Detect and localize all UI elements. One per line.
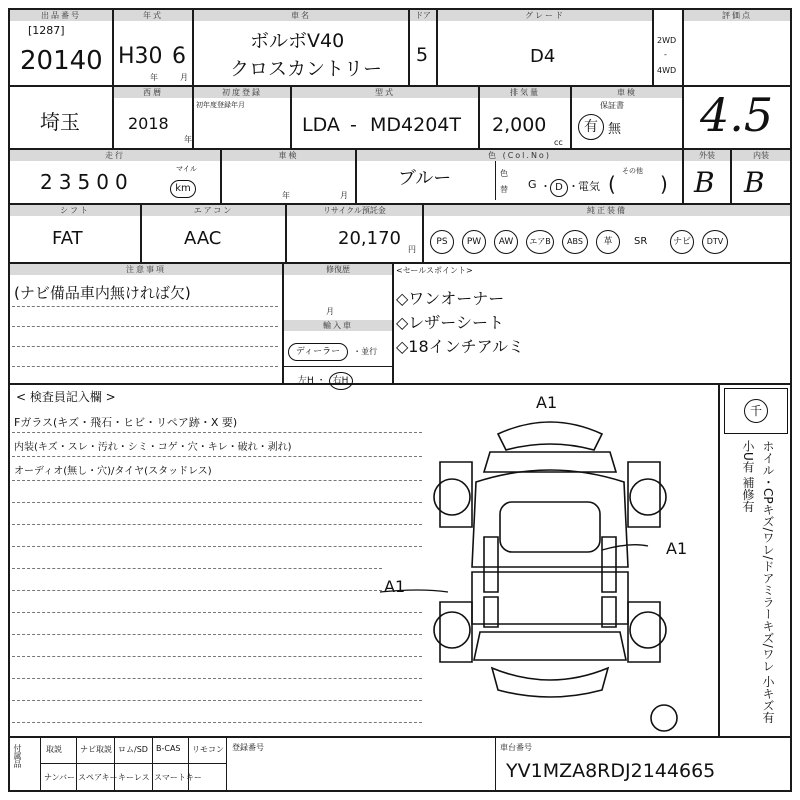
inspector-label: < 検査員記入欄 >	[16, 390, 116, 404]
notes-text: (ナビ備品車内無ければ欠)	[14, 284, 191, 302]
ad-year-suffix: 年	[184, 135, 192, 144]
color-option-sep1: ・	[540, 180, 551, 193]
color-other-open: (	[608, 172, 616, 196]
import-parallel: 並行	[361, 347, 378, 356]
inspector-line-3: オーディオ(無し・穴)/タイヤ(スタッドレス)	[14, 466, 212, 477]
ad-year-value: 2018	[128, 114, 169, 133]
shift-label: シフト	[10, 205, 140, 216]
recycle-value: 20,170	[338, 228, 401, 249]
model-dash: -	[350, 114, 357, 136]
color-option-electric: 電気	[578, 180, 600, 193]
displacement-unit: cc	[554, 138, 563, 147]
first-reg-label: 初度登録	[194, 87, 290, 98]
equip-leather: 革	[596, 230, 620, 254]
color-side1: 色	[500, 169, 508, 178]
warranty-no: 無	[608, 122, 622, 137]
inspection-label: 車検	[572, 87, 682, 98]
equip-pw: PW	[462, 230, 486, 254]
mileage-digit: 3	[58, 170, 78, 194]
lot-number: 20140	[20, 46, 103, 76]
import-label: 輸入車	[284, 320, 392, 331]
color-option-g: G	[528, 178, 537, 191]
model-prefix: LDA	[302, 114, 340, 136]
bottom-label-remote: リモコン	[192, 745, 224, 754]
equip-abs: ABS	[562, 230, 588, 254]
color-label: 色 (Col.No)	[357, 150, 682, 161]
first-reg-sub: 初年度登録年月	[196, 101, 245, 109]
mileage-digit: 2	[40, 170, 59, 194]
model-label: 型式	[292, 87, 478, 98]
sale-point-2: ◇レザーシート	[396, 313, 504, 332]
damage-mark-right: A1	[666, 539, 688, 558]
notes-label: 注意事項	[10, 264, 282, 275]
drive-4wd: 4WD	[657, 66, 677, 75]
lot-label: 出品番号	[10, 10, 112, 21]
sale-points-label: <セールスポイント>	[396, 266, 473, 275]
vin-value: YV1MZA8RDJ2144665	[506, 760, 716, 782]
year-era: H30	[118, 44, 163, 69]
equipment-label: 純正装備	[424, 205, 790, 216]
exterior-label: 外装	[684, 150, 730, 161]
doors-value: 5	[416, 44, 429, 66]
mileage-unit-km: km	[170, 180, 196, 198]
color-option-d: D	[550, 179, 568, 197]
inspection-expiry-label: 車検	[222, 150, 355, 161]
year-label: 年式	[114, 10, 192, 21]
damage-mark-left: A1	[384, 577, 406, 596]
equip-dtv: DTV	[702, 230, 728, 254]
lot-prefix: [1287]	[28, 24, 65, 37]
color-value: ブルー	[398, 168, 452, 189]
inspector-stamp	[724, 388, 788, 434]
handle-dot: ・	[316, 376, 326, 386]
drive-dash: -	[664, 50, 667, 59]
recycle-unit: 円	[408, 245, 416, 254]
import-sep: ・	[353, 347, 362, 356]
warranty-label: 保証書	[600, 101, 624, 110]
region: 埼玉	[40, 110, 80, 134]
displacement-value: 2,000	[492, 114, 547, 136]
mileage-digit: 5	[77, 170, 97, 194]
handle-right: 右H	[329, 372, 353, 390]
repair-history-label: 修復歴	[284, 264, 392, 275]
car-damage-diagram	[380, 392, 720, 732]
recycle-label: リサイクル預託金	[287, 205, 422, 216]
car-name-label: 車名	[194, 10, 408, 21]
vertical-notes: ホイル・CPキズ/ワレ/ドアミラーキズ/ワレ 小キズ有 小U有 補修有	[741, 440, 775, 724]
equip-aw: AW	[494, 230, 518, 254]
drive-2wd: 2WD	[657, 36, 677, 45]
bottom-label-smart-key: スマートキー	[154, 773, 202, 782]
car-name-line1: ボルボV40	[250, 30, 345, 52]
inspector-stamp-mark: 千	[744, 399, 768, 423]
warranty-yes	[578, 114, 604, 140]
exterior-grade: B	[694, 166, 715, 199]
bottom-label-number: ナンバー	[44, 773, 76, 782]
model-code: MD4204T	[370, 114, 461, 136]
equip-navi: ナビ	[670, 230, 694, 254]
handle-left: 左H	[298, 376, 314, 386]
bottom-label-rom: ロム/SD	[118, 745, 148, 754]
color-option-sep2: ・	[568, 180, 579, 193]
interior-grade: B	[744, 166, 765, 199]
bottom-label-keyless: キーレス	[118, 773, 150, 782]
equip-ps: PS	[430, 230, 454, 254]
import-dealer: ディーラー	[288, 343, 348, 361]
color-other-close: )	[660, 172, 668, 196]
shift-value: FAT	[52, 228, 83, 249]
aircon-label: エアコン	[142, 205, 285, 216]
color-option-d-wrap	[550, 175, 568, 197]
overall-score: 4.5	[700, 88, 774, 142]
doors-label: ドア	[410, 10, 436, 21]
grade-label: グレード	[438, 10, 652, 21]
bottom-label-manual: 取説	[46, 745, 62, 754]
import-options	[288, 339, 377, 361]
color-side2: 替	[500, 185, 508, 194]
sale-point-1: ◇ワンオーナー	[396, 289, 505, 308]
mileage-digit: 0	[96, 170, 115, 194]
damage-mark-front: A1	[536, 393, 558, 412]
expiry-nen: 年	[282, 191, 290, 200]
year-nen: 年	[150, 73, 158, 82]
car-name-line2: クロスカントリー	[230, 58, 383, 80]
ad-year-label: 西暦	[114, 87, 192, 98]
repair-month: 月	[326, 307, 334, 316]
displacement-label: 排気量	[480, 87, 570, 98]
year-month: 6	[172, 44, 186, 69]
mileage-label: 走行	[10, 150, 220, 161]
mileage-unit-mile: マイル	[176, 165, 197, 173]
handle-options	[298, 372, 353, 390]
bottom-label-bcas: B-CAS	[156, 744, 181, 753]
mileage-digits	[40, 170, 134, 194]
interior-label: 内装	[732, 150, 790, 161]
equip-airbag: エアB	[526, 230, 554, 254]
bottom-section-label: 付属品	[13, 744, 22, 768]
bottom-label-navi-manual: ナビ取説	[80, 745, 112, 754]
expiry-tsuki: 月	[340, 191, 348, 200]
equip-sr: SR	[634, 236, 648, 247]
score-label: 評価点	[684, 10, 790, 21]
vin-label: 車台番号	[500, 743, 532, 752]
inspector-line-2: 内装(キズ・スレ・汚れ・シミ・コゲ・穴・キレ・破れ・剥れ)	[14, 442, 292, 453]
color-other-label: その他	[622, 167, 643, 175]
sale-point-3: ◇18インチアルミ	[396, 337, 525, 356]
mileage-unit-km-wrap	[170, 176, 196, 198]
grade-value: D4	[530, 46, 556, 67]
inspector-line-1: Fガラス(キズ・飛石・ヒビ・リペア跡・X 要)	[14, 416, 238, 429]
equipment-row	[430, 229, 728, 254]
reg-no-label: 登録番号	[232, 743, 264, 752]
aircon-value: AAC	[184, 228, 222, 249]
bottom-label-spare-key: スペアキー	[78, 773, 118, 782]
year-tsuki: 月	[180, 73, 188, 82]
warranty-yes-circle: 有	[578, 114, 604, 140]
mileage-digit: 0	[114, 170, 134, 194]
